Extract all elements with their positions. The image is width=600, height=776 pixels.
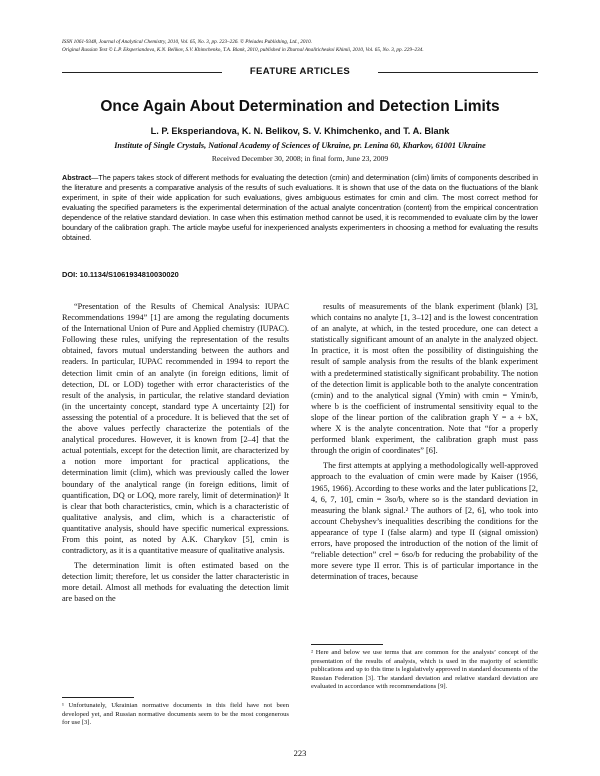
article-title: Once Again About Determination and Detection Limits	[100, 98, 500, 115]
footnote-1: ¹ Unfortunately, Ukrainian normative documents in this field have not been developed yet, and Russian normative documents seem to be the most congenerous for use [3].	[62, 702, 289, 727]
header-issn-line: ISSN 1061-9348, Journal of Analytical Chemistry, 2010, Vol. 65, No. 3, pp. 223–226. © Pleiades Publishing, Ltd., 2010.	[62, 39, 312, 45]
section-rule-right	[378, 72, 538, 73]
footnote-rule-left	[62, 697, 134, 698]
abstract-label: Abstract	[62, 173, 92, 182]
abstract	[62, 173, 538, 243]
received-date: Received December 30, 2008; in final form, June 23, 2009	[211, 154, 389, 163]
footnote-2: ² Here and below we use terms that are common for the analysts’ concept of the presentation of the results of analysis, which is used in the majority of scientific publications and up to this time is legislatively approved in standard documents of the Russian Federation [3]. The standard deviation and relative standard deviation are evaluated in accordance with recommendations [9].	[311, 649, 538, 691]
right-column	[311, 301, 538, 586]
footnote-rule-right	[311, 644, 383, 645]
affiliation: Institute of Single Crystals, National Academy of Sciences of Ukraine, pr. Lenina 60, Kharkov, 61001 Ukraine	[114, 141, 486, 150]
paragraph: results of measurements of the blank experiment (blank) [3], which contains no analyte [1, 3–12] and is the lowest concentration of an analyte, at which, in the tested procedure, one can detect a statistically significant amount of an analyte in the analyzed object. In practice, it is most often the possibility of distinguishing the result of sample analysis from the results of the blank experiment with a predetermined statistically significant probability. The notion of the detection limit is applicable both to the analyte concentration (cmin) and to the analytical signal (Ymin) with cmin = Ymin/b, where b is the coefficient of instrumental sensitivity equal to the slope of the linear portion of the calibration graph Y = a + bX, where X is the analyte concentration. Note that “for a properly performed blank experiment, the calibration graph must pass through the origin of coordinates” [6].	[311, 302, 538, 456]
left-column	[62, 301, 289, 609]
doi: DOI: 10.1134/S1061934810030020	[62, 270, 179, 279]
page-number: 223	[293, 748, 307, 758]
section-title: FEATURE ARTICLES	[249, 66, 351, 77]
paragraph: The determination limit is often estimated based on the detection limit; therefore, let us consider the latter characteristic in more detail. Almost all methods for evaluating the detection limit are based on the	[62, 561, 289, 604]
author-list: L. P. Eksperiandova, K. N. Belikov, S. V. Khimchenko, and T. A. Blank	[150, 126, 450, 136]
running-header	[62, 39, 538, 54]
header-original-line: Original Russian Text © L.P. Eksperiandova, K.N. Belikov, S.V. Khimchenko, T.A. Blank, 2010, published in Zhurnal Analiticheskoi Khimii, 2010, Vol. 65, No. 3, pp. 229–234.	[62, 46, 424, 53]
abstract-text: —The papers takes stock of different methods for evaluating the detection (cmin) and determination (clim) limits of components described in the literature and presents a comparative analysis of the results of such evaluations. It is shown that use of the data on the fluctuations of the blank experiment, in spite of their wide application for such evaluations, gives ambiguous estimates for cmin and clim. The most correct method for evaluating the specified parameters is the experimental determination of the actual analyte concentration (content) from the empirical concentration dependence of the relative standard deviation. In case when this estimation method cannot be used, it is recommended to evaluate clim by the lower boundary of the calibration graph. The article maybe useful for inexperienced analysts experimenters in choosing a method for evaluating the results obtained.	[62, 173, 538, 242]
paragraph: The first attempts at applying a methodologically well-approved approach to the evaluation of cmin were made by Kaiser (1956, 1965, 1966). According to these works and the later publications [2, 4, 6, 7, 10], cmin = 3so/b, where so is the standard deviation in measuring the blank signal.² The authors of [2, 6], who took into account Chebyshev’s inequalities describing the conditions for the appearance of type I (false alarm) and type II (signal omission) errors, have proposed the introduction of the notion of the limit of “reliable detection” crel = 6so/b for reducing the probability of the more severe type II error. This is of particular importance in the determination of traces, because	[311, 461, 538, 582]
paragraph: “Presentation of the Results of Chemical Analysis: IUPAC Recommendations 1994” [1] are among the regulating documents of the International Union of Pure and Applied chemistry (IUPAC). Following these rules, unifying the representation of the results obtained, favors mutual understanding between the authors and readers. In particular, IUPAC recommended in 1994 to report the detection limit cmin of an analyte (in foreign editions, limit of detection, DL or LOD) together with error characteristics of the result of the analysis, in particular, the relative standard deviation (in the uncertainty concept, standard type A uncertainty [2]) for assessing the potential of a procedure. It is believed that the set of the above values perfectly characterize the potentials of the analytical procedures. However, it is known from [2–4] that the actual potentials, except for the detection limit, are characterized by a notion more important for practical applications, the determination limit (clim), which was previously called the lower boundary of the analytical range (in foreign editions, limit of quantification, DQ or LOQ, more rarely, limit of determination)¹ It is clear that both characteristics, cmin, which is a characteristic of qualitative analysis, and clim, which is a characteristic of quantitative analysis, should have specific numerical expressions. From this point, as noted by A.K. Charykov [5], cmin is contradictory, as it is a quantitative measure of qualitative analysis.	[62, 302, 289, 556]
